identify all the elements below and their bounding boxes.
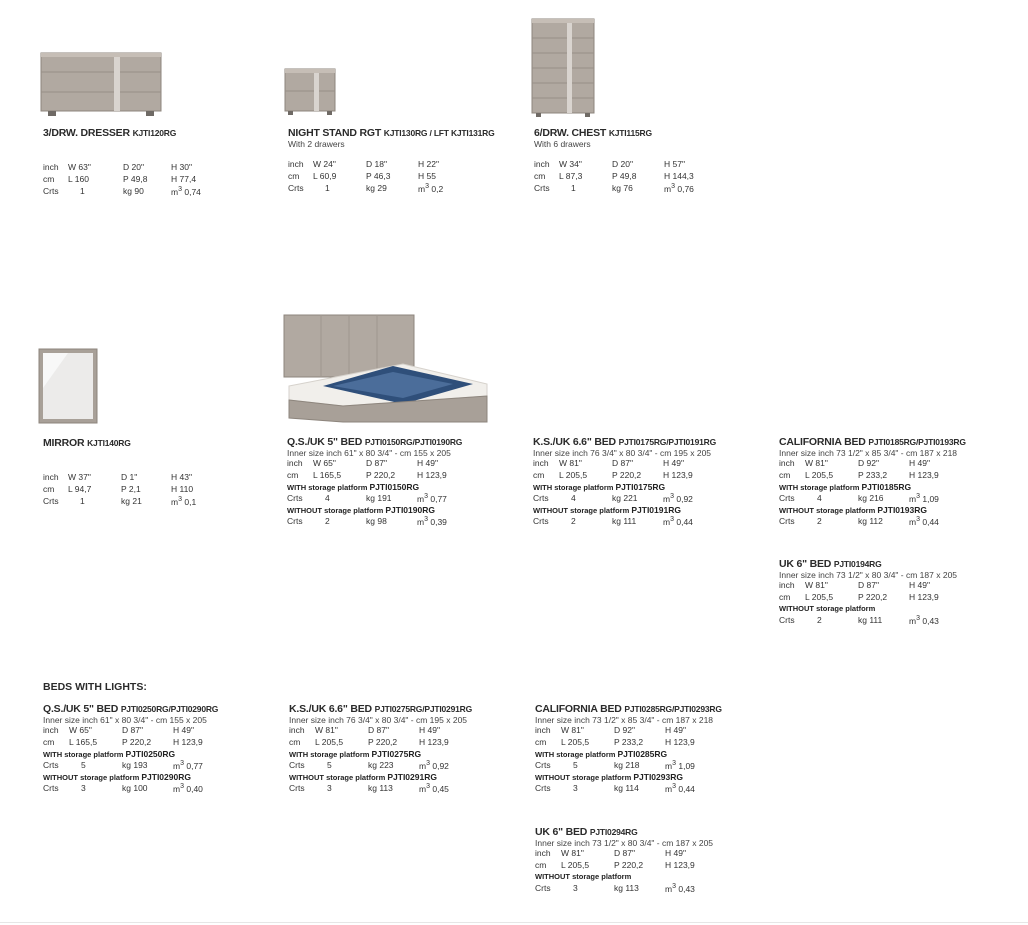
uk6-bed-block [779,558,1019,627]
spec-row-crts: Crts 3 kg 113 $m^3$ 0,45 [289,783,449,794]
spec-row-crts: Crts 5 kg 193 $m^3$ 0,77 [43,760,203,771]
spec-row-cm: cm L 94,7 P 2,1 H 110 [43,484,194,494]
spec-row-crts: Crts 1 kg 29 $m^3$ 0,2 [288,183,444,194]
with-platform-label: WITH storage platform PJTI0285RG [535,749,668,759]
spec-row-crts: Crts 3 kg 114 $m^3$ 0,44 [535,783,695,794]
spec-row-inch: inch W 34" D 20" H 57" [534,159,685,169]
spec-row-cm: cm L 60,9 P 46,3 H 55 [288,171,436,181]
lights-california-bed-block [535,703,775,795]
spec-row-cm: cm L 160 P 49,8 H 77,4 [43,174,197,184]
product-title: Q.S./UK 5" BED PJTI0250RG/PJTI0290RG [43,703,219,715]
nightstand-image [284,68,336,116]
dresser-image [40,52,162,118]
product-subtitle: With 2 drawers [288,139,345,149]
without-platform-label: WITHOUT storage platform PJTI0293RG [535,772,683,782]
spec-row-crts: Crts 4 kg 191 $m^3$ 0,77 [287,493,447,504]
without-platform-label: WITHOUT storage platform [535,872,632,881]
product-subtitle: Inner size inch 76 3/4" x 80 3/4" - cm 195 x 205 [533,448,712,458]
product-title: UK 6" BED PJTI0294RG [535,826,638,838]
without-platform-label: WITHOUT storage platform PJTI0193RG [779,505,927,515]
nightstand-block [288,127,528,195]
product-title: CALIFORNIA BED PJTI0285RG/PJTI0293RG [535,703,722,715]
lights-uk6-bed-block [535,826,775,895]
qs-bed-block [287,436,527,528]
spec-row-crts: Crts 3 kg 100 $m^3$ 0,40 [43,783,203,794]
product-title: CALIFORNIA BED PJTI0185RG/PJTI0193RG [779,436,966,448]
chest-image [531,18,595,118]
product-subtitle: Inner size inch 73 1/2" x 85 3/4" - cm 187 x 218 [535,715,714,725]
product-subtitle: Inner size inch 61" x 80 3/4" - cm 155 x 205 [43,715,207,725]
product-title: K.S./UK 6.6" BED PJTI0175RG/PJTI0191RG [533,436,716,448]
spec-row-inch: inch W 65" D 87" H 49" [287,458,438,468]
spec-row-cm: cm L 165,5 P 220,2 H 123,9 [43,737,203,747]
spec-row-crts: Crts 2 kg 111 $m^3$ 0,43 [779,615,939,626]
mirror-block [43,437,273,508]
with-platform-label: WITH storage platform PJTI0185RG [779,482,912,492]
spec-row-inch: inch W 81" D 87" H 49" [535,848,686,858]
spec-row-crts: Crts 2 kg 98 $m^3$ 0,39 [287,516,447,527]
product-subtitle: With 6 drawers [534,139,591,149]
product-title: NIGHT STAND RGT KJTI130RG / LFT KJTI131RG [288,127,495,139]
spec-row-crts: Crts 5 kg 223 $m^3$ 0,92 [289,760,449,771]
spec-row-crts: Crts 4 kg 221 $m^3$ 0,92 [533,493,693,504]
product-title: MIRROR KJTI140RG [43,437,131,449]
product-title: K.S./UK 6.6" BED PJTI0275RG/PJTI0291RG [289,703,472,715]
product-title: Q.S./UK 5" BED PJTI0150RG/PJTI0190RG [287,436,463,448]
california-bed-block [779,436,1019,528]
product-subtitle: Inner size inch 73 1/2" x 85 3/4" - cm 187 x 218 [779,448,958,458]
without-platform-label: WITHOUT storage platform PJTI0190RG [287,505,435,515]
product-title: 6/DRW. CHEST KJTI115RG [534,127,652,139]
spec-row-crts: Crts 2 kg 112 $m^3$ 0,44 [779,516,939,527]
spec-row-crts: Crts 1 kg 21 $m^3$ 0,1 [43,496,197,507]
section-heading: BEDS WITH LIGHTS: [43,681,147,693]
spec-row-cm: cm L 205,5 P 220,2 H 123,9 [533,470,693,480]
spec-row-inch: inch W 81" D 87" H 49" [779,580,930,590]
product-subtitle: Inner size inch 73 1/2" x 80 3/4" - cm 187 x 205 [779,570,958,580]
spec-row-inch: inch W 81" D 92" H 49" [779,458,930,468]
chest-block [534,127,764,195]
spec-row-cm: cm L 165,5 P 220,2 H 123,9 [287,470,447,480]
spec-row-cm: cm L 205,5 P 233,2 H 123,9 [779,470,939,480]
mirror-image [38,348,98,424]
without-platform-label: WITHOUT storage platform PJTI0290RG [43,772,191,782]
product-title: 3/DRW. DRESSER KJTI120RG [43,127,177,139]
spec-row-inch: inch W 65" D 87" H 49" [43,725,194,735]
with-platform-label: WITH storage platform PJTI0150RG [287,482,420,492]
spec-row-crts: Crts 4 kg 216 $m^3$ 1,09 [779,493,939,504]
spec-row-crts: Crts 2 kg 111 $m^3$ 0,44 [533,516,693,527]
without-platform-label: WITHOUT storage platform PJTI0191RG [533,505,681,515]
product-subtitle: Inner size inch 61" x 80 3/4" - cm 155 x 205 [287,448,451,458]
spec-row-inch: inch W 63" D 20" H 30" [43,162,192,172]
with-platform-label: WITH storage platform PJTI0175RG [533,482,666,492]
spec-row-inch: inch W 81" D 92" H 49" [535,725,686,735]
product-title: UK 6" BED PJTI0194RG [779,558,882,570]
without-platform-label: WITHOUT storage platform [779,604,876,613]
bed-image [283,314,489,424]
spec-row-cm: cm L 205,5 P 220,2 H 123,9 [779,592,939,602]
lights-qs-bed-block [43,703,283,795]
spec-row-cm: cm L 205,5 P 220,2 H 123,9 [535,860,695,870]
ks-bed-block [533,436,773,528]
spec-row-cm: cm L 205,5 P 233,2 H 123,9 [535,737,695,747]
spec-row-inch: inch W 24" D 18" H 22" [288,159,439,169]
without-platform-label: WITHOUT storage platform PJTI0291RG [289,772,437,782]
spec-row-crts: Crts 3 kg 113 $m^3$ 0,43 [535,883,695,894]
with-platform-label: WITH storage platform PJTI0250RG [43,749,176,759]
spec-row-inch: inch W 37" D 1" H 43" [43,472,192,482]
spec-row-inch: inch W 81" D 87" H 49" [533,458,684,468]
product-subtitle: Inner size inch 76 3/4" x 80 3/4" - cm 195 x 205 [289,715,468,725]
dresser-block [43,127,273,198]
spec-row-inch: inch W 81" D 87" H 49" [289,725,440,735]
page-divider [0,922,1028,923]
spec-row-crts: Crts 5 kg 218 $m^3$ 1,09 [535,760,695,771]
spec-row-crts: Crts 1 kg 76 $m^3$ 0,76 [534,183,694,194]
spec-row-cm: cm L 87,3 P 49,8 H 144,3 [534,171,694,181]
with-platform-label: WITH storage platform PJTI0275RG [289,749,422,759]
lights-ks-bed-block [289,703,529,795]
spec-row-cm: cm L 205,5 P 220,2 H 123,9 [289,737,449,747]
spec-row-crts: Crts 1 kg 90 $m^3$ 0,74 [43,186,201,197]
product-subtitle: Inner size inch 73 1/2" x 80 3/4" - cm 187 x 205 [535,838,714,848]
